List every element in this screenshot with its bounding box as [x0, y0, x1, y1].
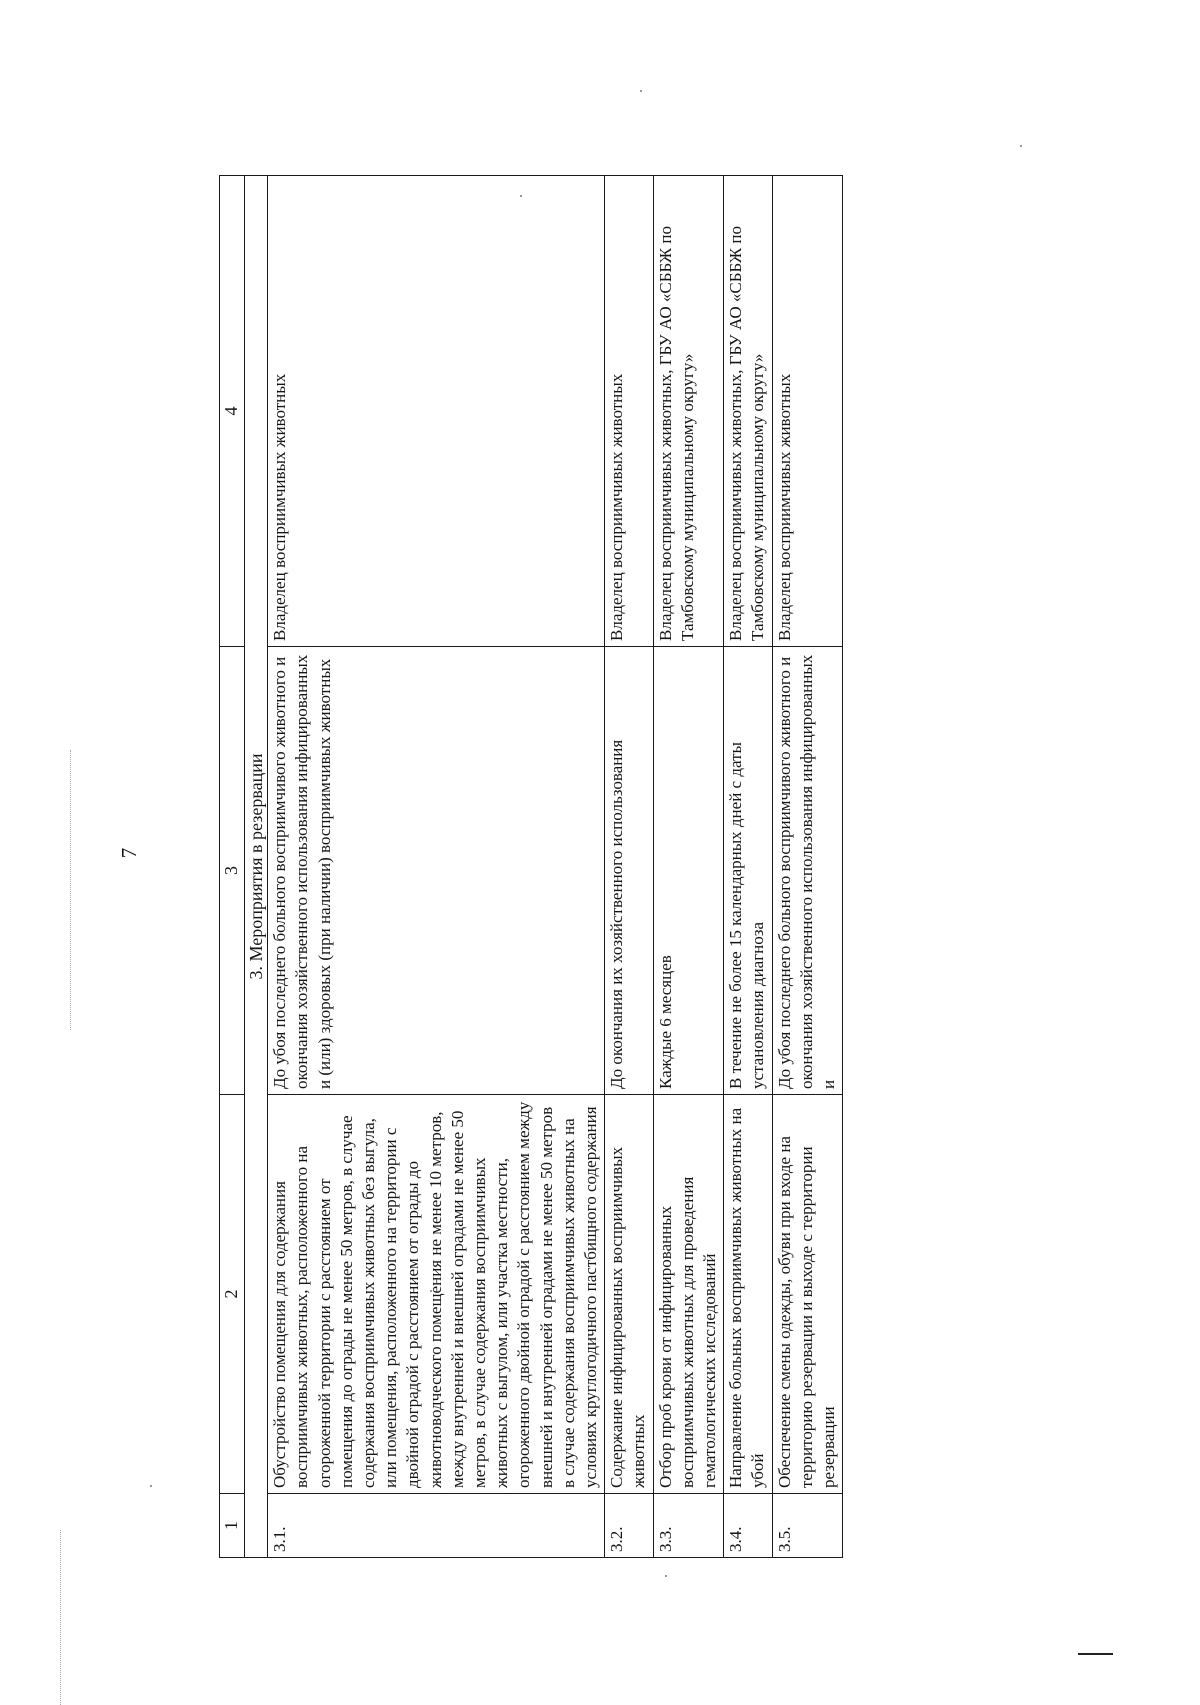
table-row: [268, 176, 605, 1558]
column-number-cell: 2: [220, 1095, 245, 1494]
table-row: [605, 176, 653, 1558]
page-edge-mark: [1078, 1653, 1113, 1655]
scan-artifact-line: [70, 750, 72, 1030]
term-cell: До окончания их хозяйственного использования: [605, 647, 653, 1095]
measure-cell: Отбор проб крови от инфицированных восприимчивых животных для проведения гематологических исследований: [653, 1095, 724, 1494]
row-number: 3.4.: [724, 1494, 772, 1558]
scan-speck: [665, 1575, 667, 1577]
responsible-cell: Владелец восприимчивых животных, ГБУ АО «СББЖ по Тамбовскому муниципальному округу»: [653, 176, 724, 647]
term-cell: В течение не более 15 календарных дней с даты установления диагноза: [724, 647, 772, 1095]
term-cell: До убоя последнего больного восприимчивого животного и окончания хозяйственного использования инфицированных и (или) здоровых (при наличии) восприимчивых животных: [268, 647, 605, 1095]
page-number: 7: [117, 847, 141, 859]
column-numbers-row: [220, 176, 245, 1558]
measure-cell: Обеспечение смены одежды, обуви при входе на территорию резервации и выходе с территории резервации: [772, 1095, 843, 1494]
term-cell: До убоя последнего больного восприимчивого животного и окончания хозяйственного использования инфицированных и: [772, 647, 843, 1095]
measure-cell: Содержание инфицированных восприимчивых животных: [605, 1095, 653, 1494]
scan-artifact-line: [60, 1530, 62, 1705]
row-number: 3.2.: [605, 1494, 653, 1558]
column-number-cell: 1: [220, 1494, 245, 1558]
row-number: 3.5.: [772, 1494, 843, 1558]
scan-speck: [640, 90, 642, 92]
responsible-cell: Владелец восприимчивых животных: [605, 176, 653, 647]
scan-speck: [150, 1485, 152, 1487]
section-title-row: [245, 176, 268, 1558]
rotated-table-container: [219, 176, 1052, 1558]
table-row: [653, 176, 724, 1558]
responsible-cell: Владелец восприимчивых животных: [268, 176, 605, 647]
responsible-cell: Владелец восприимчивых животных, ГБУ АО «СББЖ по Тамбовскому муниципальному округу»: [724, 176, 772, 647]
measures-table: [219, 175, 843, 1558]
column-number-cell: 4: [220, 176, 245, 647]
table-row: [772, 176, 843, 1558]
term-cell: Каждые 6 месяцев: [653, 647, 724, 1095]
responsible-cell: Владелец восприимчивых животных: [772, 176, 843, 647]
measure-cell: Обустройство помещения для содержания восприимчивых животных, расположенного на огороженной территории с расстоянием от помещения до ограды не менее 50 метров, в случае содержания восприимчивых животных без выгула, или помещения, расположенного на территории с двойной оградой с расстоянием от ограды до животноводческого помещения не менее 10 метров, между внутренней и внешней оградами не менее 50 метров, в случае содержания восприимчивых животных с выгулом, или участка местности, огороженного двойной оградой с расстоянием между внешней и внутренней оградами не менее 50 метров в случае содержания восприимчивых животных на условиях круглогодичного пастбищного содержания: [268, 1095, 605, 1494]
row-number: 3.3.: [653, 1494, 724, 1558]
row-number: 3.1.: [268, 1494, 605, 1558]
scan-speck: [1020, 145, 1022, 147]
section-title: 3. Мероприятия в резервации: [245, 176, 268, 1558]
column-number-cell: 3: [220, 647, 245, 1095]
table-row: [724, 176, 772, 1558]
measure-cell: Направление больных восприимчивых животных на убой: [724, 1095, 772, 1494]
